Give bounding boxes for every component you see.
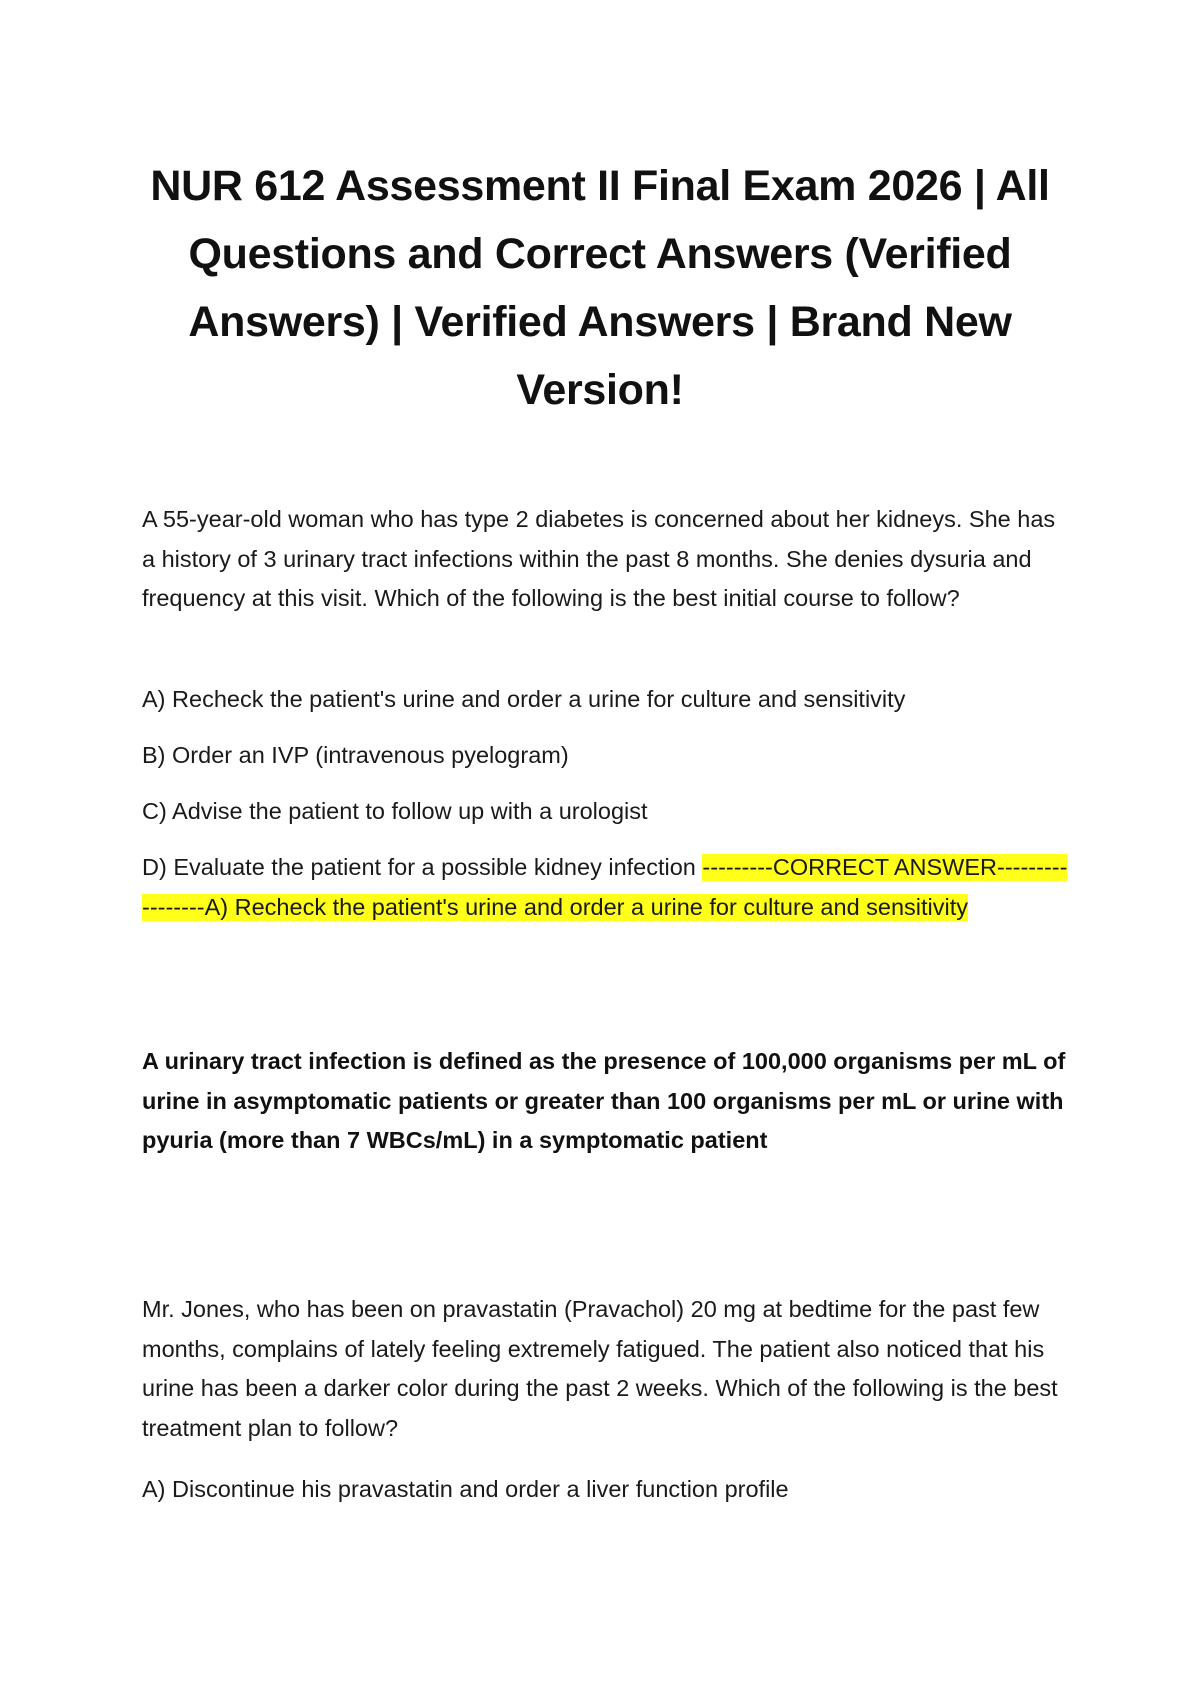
question-1-option-b: B) Order an IVP (intravenous pyelogram)	[142, 742, 569, 768]
question-1-rationale: A urinary tract infection is defined as the presence of 100,000 organisms per mL of urine in asymptomatic patients or greater than 100 organisms per mL or urine with pyuria (more than 7 WBCs/mL) in a symptomatic patient	[142, 1048, 1066, 1153]
question-1-option-a: A) Recheck the patient's urine and order a urine for culture and sensitivity	[142, 686, 906, 712]
question-1-option-d: D) Evaluate the patient for a possible kidney infection	[142, 854, 696, 880]
question-2-stem: Mr. Jones, who has been on pravastatin (Pravachol) 20 mg at bedtime for the past few months, complains of lately feeling extremely fatigued. The patient also noticed that his urine has been a darker color during the past 2 weeks. Which of the following is the best treatment plan to follow?	[142, 1296, 1058, 1441]
question-1-stem: A 55-year-old woman who has type 2 diabetes is concerned about her kidneys. She has a history of 3 urinary tract infections within the past 8 months. She denies dysuria and frequency at this visit. Which of the following is the best initial course to follow?	[142, 506, 1056, 611]
document-title: NUR 612 Assessment II Final Exam 2026 | All Questions and Correct Answers (Verified Answers) | Verified Answers | Brand New Version!	[150, 162, 1050, 414]
question-1-option-d-with-answer	[142, 848, 1072, 927]
question-1-option-c: C) Advise the patient to follow up with a urologist	[142, 798, 648, 824]
question-1-correct-answer-highlight: ---------CORRECT ANSWER-----------------A) Recheck the patient's urine and order a urine for culture and sensitivity	[142, 854, 1068, 920]
question-2-option-a: A) Discontinue his pravastatin and order a liver function profile	[142, 1476, 789, 1502]
